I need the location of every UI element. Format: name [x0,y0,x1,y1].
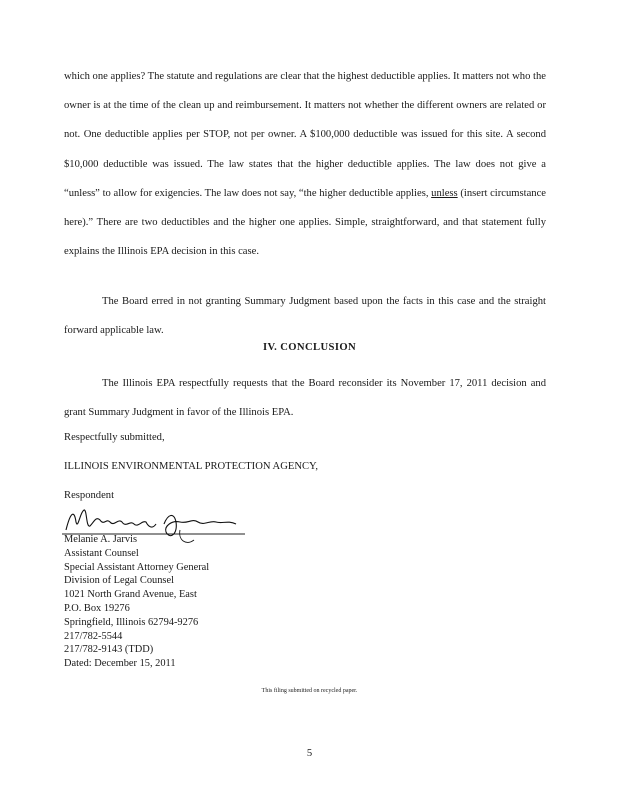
attorney-name: Melanie A. Jarvis [64,534,138,545]
city-state-zip: Springfield, Illinois 62794-9276 [64,616,199,628]
body-paragraph-1 [64,62,546,266]
signature-stroke-1 [66,510,156,530]
division-name: Division of Legal Counsel [64,575,174,587]
attorney-title-2: Special Assistant Attorney General [64,561,210,573]
section-heading-conclusion: IV. CONCLUSION [262,342,357,353]
underlined-word-unless: unless [431,187,458,199]
body-paragraph-2: The Board erred in not granting Summary Judgment based upon the facts in this case and the straight forward applicable law. [64,296,546,337]
paragraph-1-text-b: (insert circumstance here).” There are two deductibles and the higher one applies. Simple, straightforward, and that statement fully explains the Illinois EPA decision in this case. [64,187,546,258]
respondent-label: Respondent [64,490,115,501]
street-address: 1021 North Grand Avenue, East [64,589,197,601]
recycled-paper-note: This filing submitted on recycled paper. [261,688,358,694]
attorney-title: Assistant Counsel [64,547,139,559]
page-number: 5 [306,748,313,759]
agency-name: ILLINOIS ENVIRONMENTAL PROTECTION AGENCY, [64,461,318,472]
tdd-number: 217/782-9143 (TDD) [64,644,154,656]
dated-line: Dated: December 15, 2011 [64,658,176,670]
signature-block [64,533,209,671]
conclusion-paragraph: The Illinois EPA respectfully requests that the Board reconsider its November 17, 2011 decision and grant Summary Judgment in favor of the Illinois EPA. [64,378,546,419]
po-box: P.O. Box 19276 [64,602,130,614]
paragraph-1-text-a: which one applies? The statute and regulations are clear that the highest deductible applies. It matters not who the owner is at the time of the clean up and reimbursement. It matters not whether the different owners are related or not. One deductible applies per STOP, not per owner. A $100,000 deductible was issued for this site. A second $10,000 deductible was issued. The law states that the higher deductible applies. The law does not give a “unless” to allow for exigencies. The law does not say, “the higher deductible applies, [64,71,546,199]
respectfully-submitted: Respectfully submitted, [64,432,165,443]
phone-number: 217/782-5544 [64,630,123,642]
